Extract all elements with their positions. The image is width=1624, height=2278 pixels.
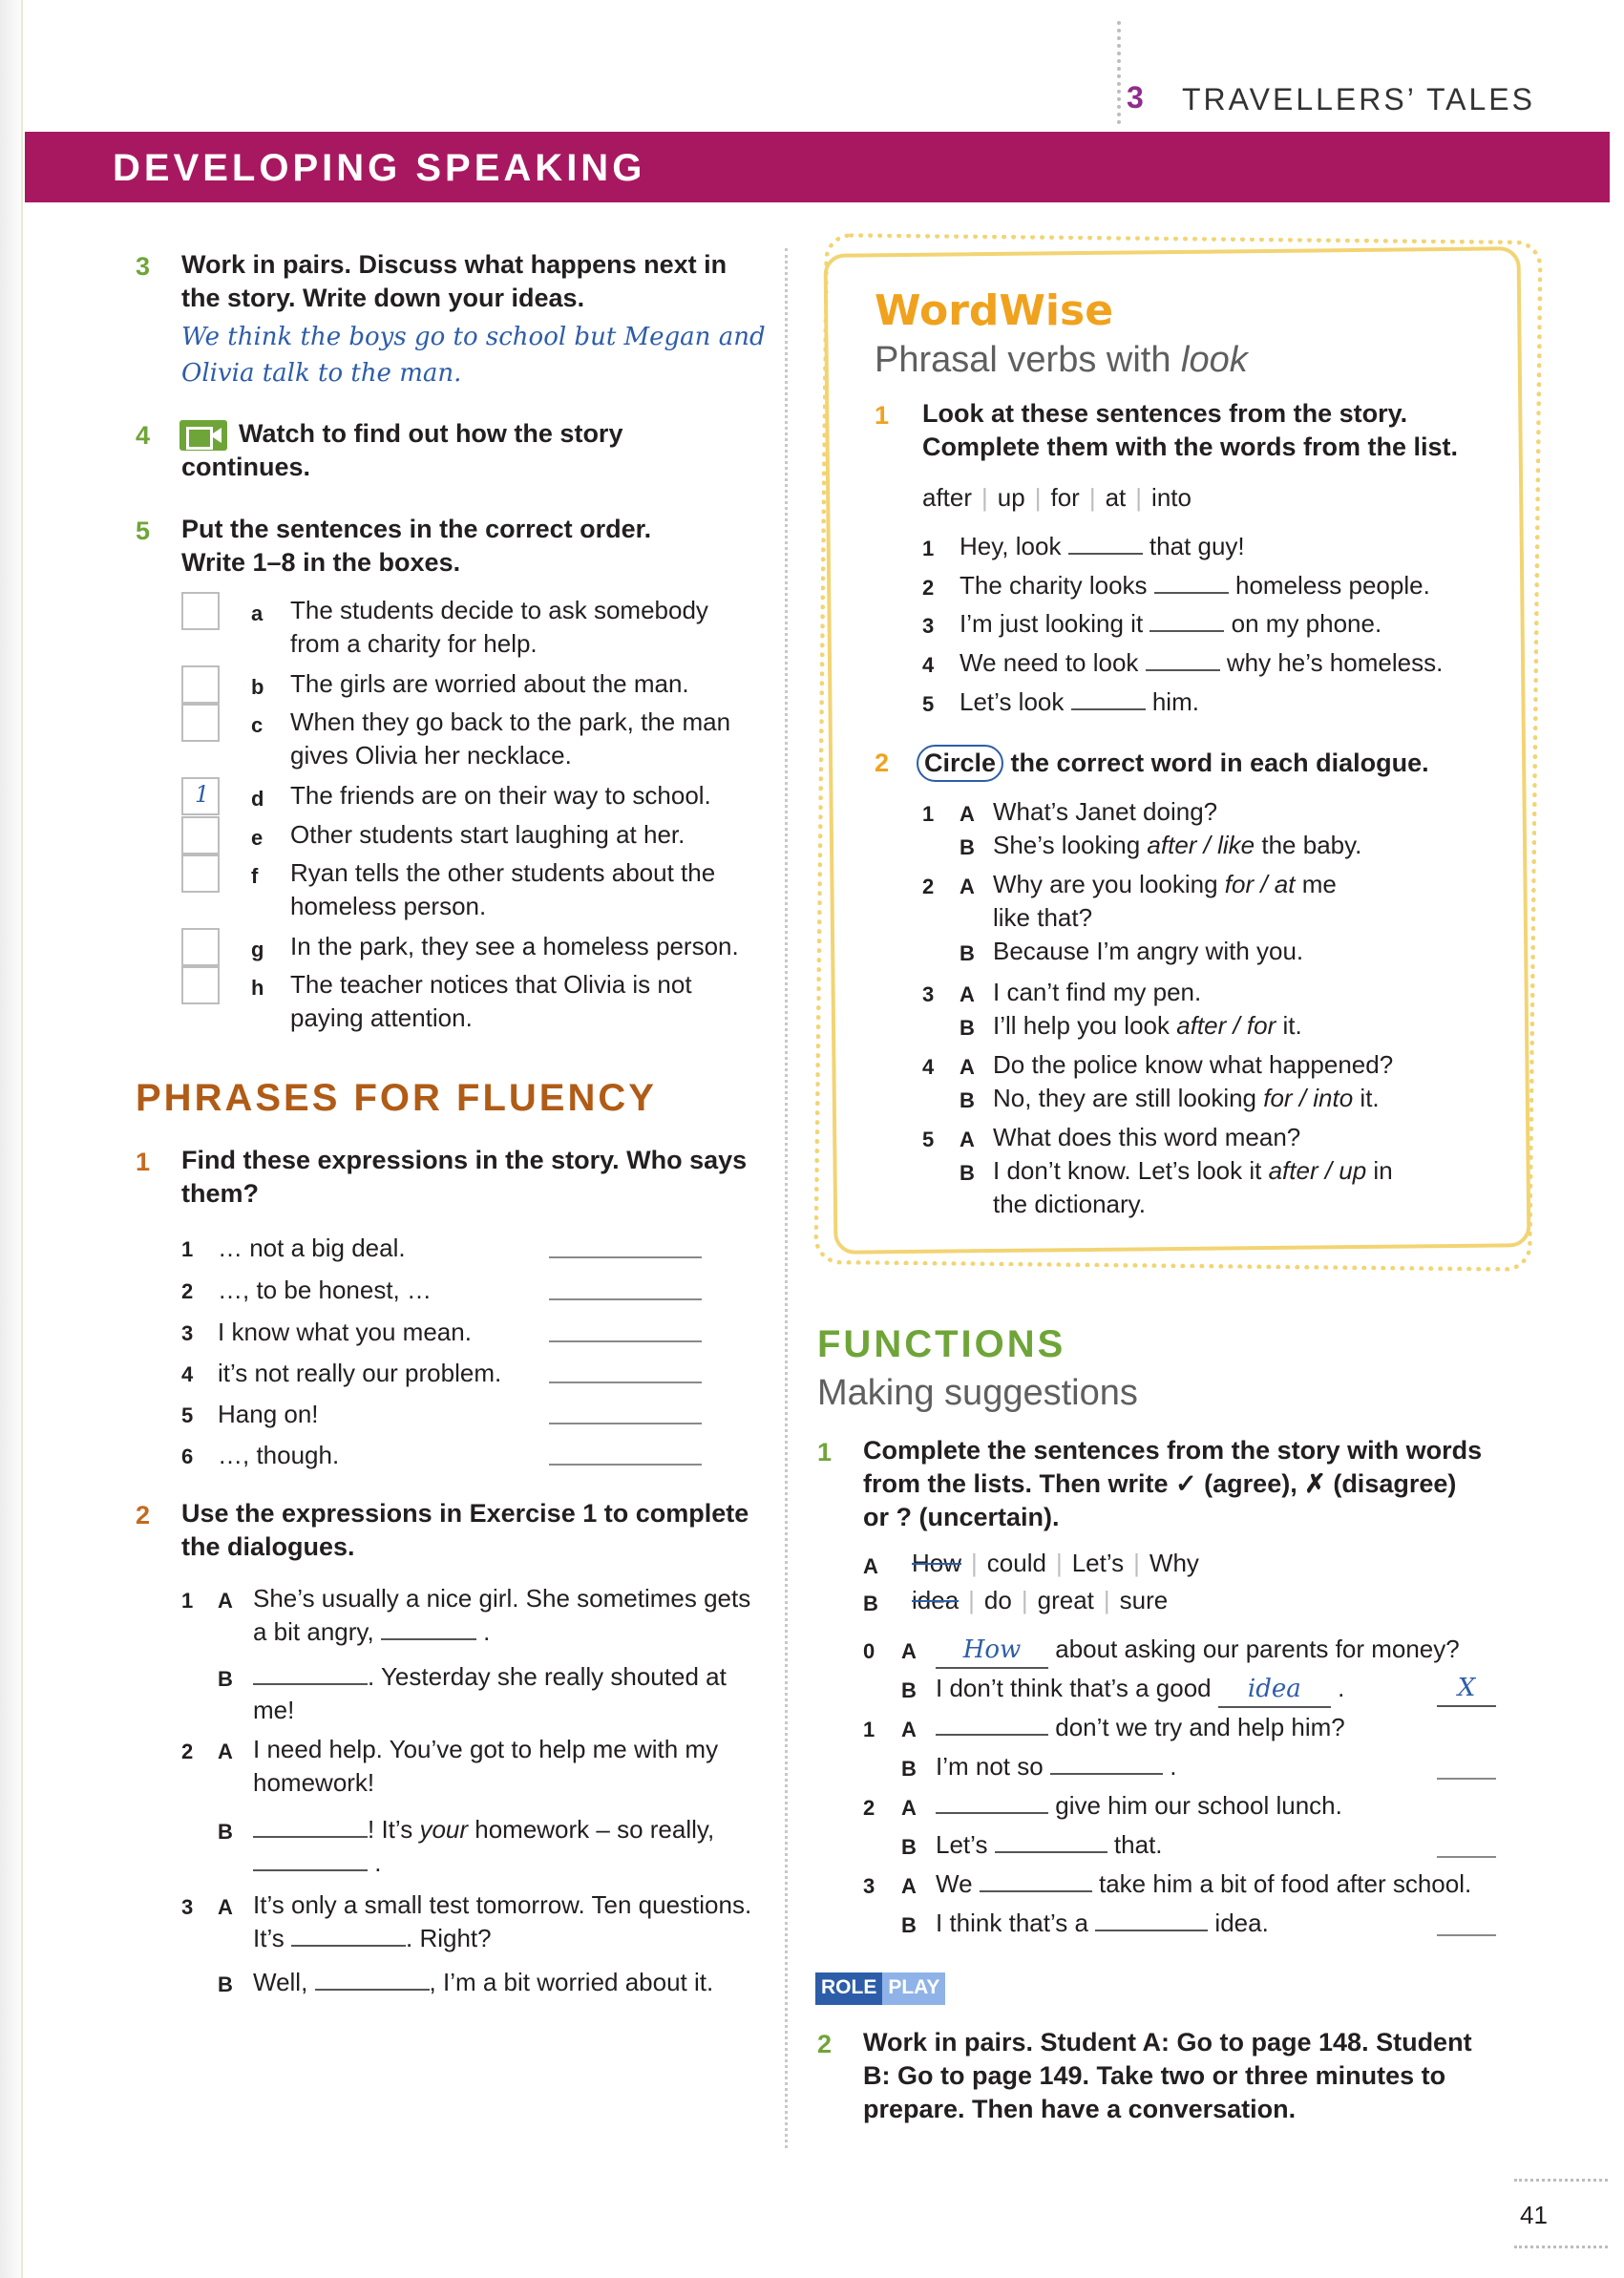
list-a-label: A <box>863 1554 878 1578</box>
wordwise-title: WordWise <box>875 286 1114 335</box>
mark-line[interactable] <box>1437 1934 1496 1936</box>
blank[interactable] <box>1050 1773 1163 1775</box>
speaker-a: A <box>960 802 975 826</box>
speaker-b: B <box>960 1016 975 1040</box>
wordwise-exercise-2-number: 2 <box>875 749 890 777</box>
suggestion-line: I think that’s a idea. <box>936 1909 1269 1937</box>
item-letter: b <box>251 675 264 699</box>
dialogue-line: I can’t find my pen. <box>993 978 1202 1006</box>
exercise-5-instruction: Put the sentences in the correct order. Write 1–8 in the boxes. <box>181 515 652 577</box>
sentence: Let’s look him. <box>960 687 1199 716</box>
phrases-for-fluency-heading: PHRASES FOR FLUENCY <box>136 1077 657 1119</box>
item-number: 3 <box>863 1874 875 1898</box>
page-number-rule-bottom <box>1514 2246 1608 2248</box>
dialogue-number: 4 <box>922 1055 935 1079</box>
blank[interactable] <box>315 1989 430 1991</box>
order-box[interactable] <box>181 816 220 854</box>
order-box[interactable] <box>181 592 220 630</box>
answer-line[interactable] <box>549 1340 702 1342</box>
suggestion-line: don’t we try and help him? <box>936 1711 1345 1744</box>
functions-exercise-1-number: 1 <box>817 1438 833 1466</box>
speaker-b: B <box>901 1757 917 1781</box>
speaker-b: B <box>960 941 975 965</box>
order-item: The friends are on their way to school. <box>290 781 711 810</box>
column-divider <box>785 248 788 2148</box>
functions-exercise-1-instruction: Complete the sentences from the story with words from the lists. Then write ✓ (agree), ✗ (disagree) or ? (uncertain). <box>863 1436 1483 1531</box>
agree-mark: X <box>1437 1672 1496 1707</box>
order-item: In the park, they see a homeless person. <box>290 932 739 960</box>
suggestion-line: I don’t think that’s a good idea . <box>936 1672 1344 1708</box>
expression: … not a big deal. <box>218 1234 406 1262</box>
blank[interactable] <box>253 1836 368 1838</box>
blank[interactable] <box>253 1683 368 1685</box>
sentence: We need to look why he’s homeless. <box>960 648 1444 677</box>
blank[interactable] <box>381 1638 476 1640</box>
exercise-3-answer: We think the boys go to school but Megan and Olivia talk to the man. <box>181 323 766 388</box>
item-letter: a <box>251 601 264 625</box>
suggestion-line: I’m not so . <box>936 1752 1177 1781</box>
speaker-b: B <box>960 835 975 859</box>
item-number: 5 <box>922 692 935 716</box>
item-number: 1 <box>863 1718 875 1741</box>
speaker-a: A <box>960 1128 975 1151</box>
item-number: 6 <box>181 1445 194 1468</box>
dialogue-number: 3 <box>922 982 935 1006</box>
blank[interactable] <box>291 1945 406 1947</box>
order-box[interactable] <box>181 665 220 704</box>
order-item: The students decide to ask somebody from a charity for help. <box>290 596 708 658</box>
fluency-exercise-1-number: 1 <box>136 1148 151 1176</box>
dialogue-line: It’s only a small test tomorrow. Ten questions. It’s . Right? <box>253 1890 752 1952</box>
expression: …, to be honest, … <box>218 1276 432 1304</box>
order-item: Ryan tells the other students about the homeless person. <box>290 858 716 920</box>
speaker-a: A <box>960 1055 975 1079</box>
wordwise-exercise-1-number: 1 <box>875 401 890 430</box>
order-box[interactable] <box>181 854 220 893</box>
dialogue-line: Why are you looking for / at me like that? <box>993 870 1337 932</box>
order-box[interactable] <box>181 704 220 742</box>
word-list: after | up | for | at | into <box>922 483 1192 512</box>
word-options[interactable]: after / for <box>1176 1011 1276 1040</box>
answer-line[interactable] <box>549 1423 702 1424</box>
speaker-a: A <box>218 1589 233 1613</box>
speaker-b: B <box>218 1972 233 1996</box>
speaker-b: B <box>218 1667 233 1691</box>
word-list-a: How | could | Let’s | Why <box>912 1549 1199 1577</box>
blank[interactable] <box>995 1851 1107 1853</box>
blank[interactable] <box>936 1734 1048 1736</box>
order-item: The teacher notices that Olivia is not paying attention. <box>290 970 692 1032</box>
suggestion-line: Let’s that. <box>936 1830 1163 1859</box>
speaker-a: A <box>901 1639 917 1663</box>
item-letter: g <box>251 938 264 961</box>
word-options[interactable]: for / into <box>1263 1084 1354 1112</box>
blank[interactable] <box>1071 708 1146 710</box>
item-number: 4 <box>181 1362 194 1386</box>
expression: I know what you mean. <box>218 1318 472 1346</box>
wordwise-exercise-1-instruction: Look at these sentences from the story. Complete them with the words from the list. <box>922 399 1459 461</box>
dialogue-line: I need help. You’ve got to help me with my homework! <box>253 1735 719 1797</box>
dialogue-number: 5 <box>922 1128 935 1151</box>
word-options[interactable]: after / like <box>1147 831 1255 859</box>
exercise-3-instruction: Work in pairs. Discuss what happens next in the story. Write down your ideas. <box>181 250 728 312</box>
dialogue-line: Well, , I’m a bit worried about it. <box>253 1968 714 1996</box>
order-box[interactable] <box>181 928 220 966</box>
item-number: 3 <box>922 614 935 638</box>
dialogue-number: 1 <box>922 802 935 826</box>
speaker-a: A <box>901 1718 917 1741</box>
answer-line[interactable] <box>549 1298 702 1300</box>
dialogue-line: I don’t know. Let’s look it after / up in the dictionary. <box>993 1156 1393 1218</box>
page-number: 41 <box>1520 2201 1548 2229</box>
header-divider <box>1117 21 1121 124</box>
order-item: Other students start laughing at her. <box>290 820 685 849</box>
speaker-a: A <box>901 1796 917 1820</box>
speaker-b: B <box>960 1161 975 1185</box>
dialogue-line: No, they are still looking for / into it. <box>993 1084 1380 1112</box>
speaker-a: A <box>960 875 975 898</box>
blank[interactable] <box>1154 592 1229 594</box>
speaker-a: A <box>218 1895 233 1919</box>
speaker-b: B <box>901 1678 917 1702</box>
item-number: 1 <box>922 537 935 560</box>
answer-line[interactable] <box>549 1256 702 1258</box>
blank[interactable] <box>1149 630 1224 632</box>
exercise-4-instruction-line2: continues. <box>181 453 311 481</box>
list-b-label: B <box>863 1592 878 1615</box>
speaker-b: B <box>960 1088 975 1112</box>
banner-title: DEVELOPING SPEAKING <box>113 147 646 189</box>
suggestion-line: We take him a bit of food after school. <box>936 1869 1472 1898</box>
dialogue-line: What does this word mean? <box>993 1123 1301 1151</box>
dialogue-line: ! It’s your homework – so really, . <box>253 1813 714 1880</box>
wordwise-exercise-2-instruction: Circle the correct word in each dialogue. <box>917 745 1429 782</box>
page-edge <box>0 0 25 2278</box>
unit-title: TRAVELLERS’ TALES <box>1182 82 1535 116</box>
example-answer: idea <box>1218 1673 1331 1708</box>
word-options[interactable]: after / up <box>1268 1156 1367 1185</box>
blank[interactable] <box>1095 1930 1208 1931</box>
fluency-exercise-2-instruction: Use the expressions in Exercise 1 to complete the dialogues. <box>181 1499 749 1561</box>
item-number: 2 <box>922 576 935 600</box>
item-number: 2 <box>863 1796 875 1820</box>
mark-line[interactable] <box>1437 1778 1496 1780</box>
video-icon <box>179 420 227 451</box>
wordwise-subtitle: Phrasal verbs with look <box>875 340 1248 380</box>
sentence: I’m just looking it on my phone. <box>960 609 1382 638</box>
speaker-a: A <box>218 1740 233 1763</box>
functions-exercise-2-instruction: Work in pairs. Student A: Go to page 148. Student B: Go to page 149. Take two or three minutes to prepare. Then have a conversation. <box>863 2028 1472 2123</box>
dialogue-line: I’ll help you look after / for it. <box>993 1011 1302 1040</box>
fluency-exercise-1-instruction: Find these expressions in the story. Who says them? <box>181 1146 748 1208</box>
item-number: 4 <box>922 653 935 677</box>
blank[interactable] <box>1068 553 1143 555</box>
speaker-b: B <box>901 1913 917 1937</box>
page-number-rule-top <box>1514 2179 1608 2182</box>
functions-heading: FUNCTIONS <box>817 1323 1066 1365</box>
dialogue-line: Do the police know what happened? <box>993 1050 1394 1079</box>
item-number: 1 <box>181 1237 194 1261</box>
suggestion-line: give him our school lunch. <box>936 1789 1342 1823</box>
item-letter: f <box>251 864 259 888</box>
expression: it’s not really our problem. <box>218 1359 502 1387</box>
order-item: The girls are worried about the man. <box>290 669 689 698</box>
mark-line[interactable] <box>1437 1856 1496 1858</box>
circled-word: Circle <box>917 745 1003 782</box>
speaker-a: A <box>960 982 975 1006</box>
blank[interactable] <box>980 1890 1092 1892</box>
dialogue-line: Because I’m angry with you. <box>993 937 1304 965</box>
exercise-4-instruction-line1: Watch to find out how the story <box>239 419 623 448</box>
sentence: Hey, look that guy! <box>960 532 1245 560</box>
item-letter: d <box>251 787 264 811</box>
speaker-a: A <box>901 1874 917 1898</box>
blank[interactable] <box>936 1812 1048 1814</box>
role-play-badge: ROLE PLAY <box>815 1972 945 2005</box>
word-list-b: idea | do | great | sure <box>912 1586 1169 1614</box>
item-number: 0 <box>863 1639 875 1663</box>
unit-number: 3 <box>1127 80 1144 115</box>
blank[interactable] <box>1146 669 1220 671</box>
dialogue-number: 2 <box>181 1740 194 1763</box>
dialogue-number: 2 <box>922 875 935 898</box>
sentence: The charity looks homeless people. <box>960 571 1430 600</box>
item-number: 5 <box>181 1403 194 1427</box>
order-box-answer: 1 <box>195 781 210 808</box>
fluency-exercise-2-number: 2 <box>136 1501 151 1529</box>
order-item: When they go back to the park, the man gives Olivia her necklace. <box>290 707 731 770</box>
suggestion-line: How about asking our parents for money? <box>936 1633 1460 1669</box>
item-number: 3 <box>181 1321 194 1345</box>
expression: Hang on! <box>218 1400 319 1428</box>
answer-line[interactable] <box>549 1464 702 1466</box>
exercise-3-number: 3 <box>136 252 151 281</box>
order-box[interactable] <box>181 966 220 1004</box>
dialogue-line: What’s Janet doing? <box>993 797 1218 826</box>
example-answer: How <box>936 1634 1048 1669</box>
expression: …, though. <box>218 1441 340 1469</box>
dialogue-line: She’s usually a nice girl. She sometimes gets a bit angry, . <box>253 1584 751 1646</box>
dialogue-line: . Yesterday she really shouted at me! <box>253 1662 727 1724</box>
word-options[interactable]: for / at <box>1224 870 1296 898</box>
speaker-b: B <box>901 1835 917 1859</box>
blank[interactable] <box>253 1869 368 1871</box>
item-letter: e <box>251 826 264 850</box>
exercise-4-number: 4 <box>136 421 151 450</box>
speaker-b: B <box>218 1820 233 1844</box>
functions-subheading: Making suggestions <box>817 1373 1138 1413</box>
functions-exercise-2-number: 2 <box>817 2030 833 2058</box>
answer-line[interactable] <box>549 1382 702 1383</box>
item-letter: h <box>251 976 264 1000</box>
item-number: 2 <box>181 1279 194 1303</box>
dialogue-line: She’s looking after / like the baby. <box>993 831 1362 859</box>
dialogue-number: 3 <box>181 1895 194 1919</box>
item-letter: c <box>251 713 264 737</box>
dialogue-number: 1 <box>181 1589 194 1613</box>
exercise-5-number: 5 <box>136 517 151 545</box>
